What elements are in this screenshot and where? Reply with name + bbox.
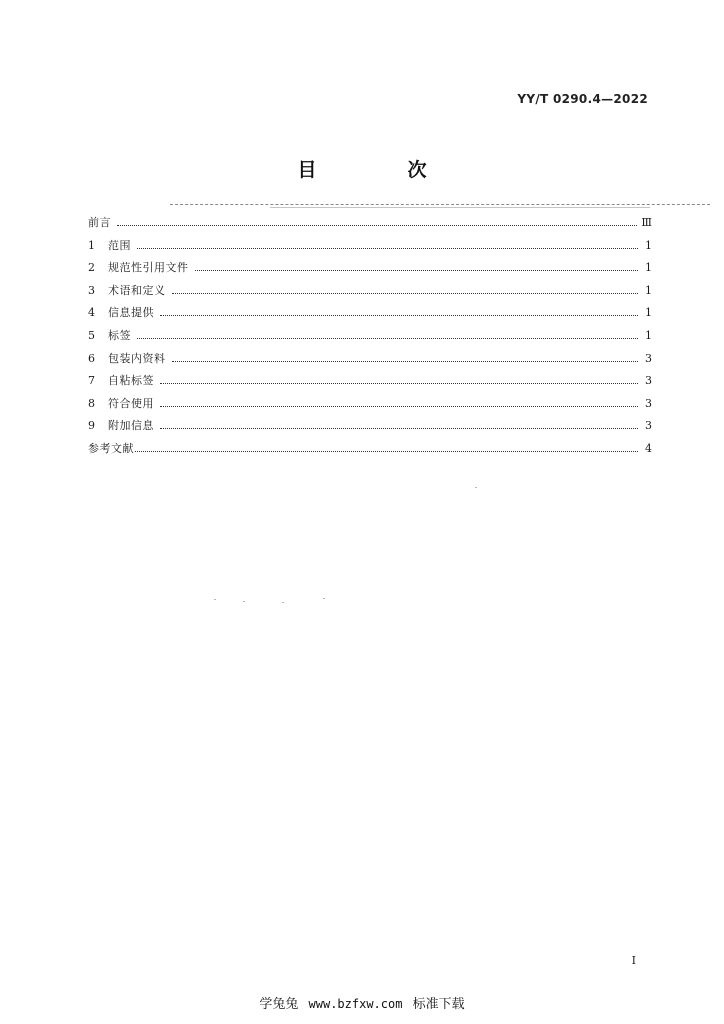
table-of-contents: [88, 214, 652, 463]
toc-entry-page: 1: [645, 306, 652, 320]
toc-entry[interactable]: [88, 440, 652, 463]
toc-entry-page: 1: [645, 261, 652, 275]
toc-entry-page: 3: [645, 396, 652, 410]
toc-dot-leader: [160, 383, 638, 384]
toc-entry-page: 1: [645, 328, 652, 342]
toc-entry-title: 参考文献: [88, 441, 134, 455]
footer-url-link[interactable]: www.bzfxw.com: [308, 997, 403, 1011]
toc-entry-page: Ⅲ: [641, 216, 652, 229]
scan-speck: [282, 602, 284, 603]
toc-entry-page: 3: [645, 419, 652, 433]
toc-entry[interactable]: [88, 395, 652, 418]
toc-dot-leader: [117, 225, 637, 226]
toc-entry-title: 符合使用: [108, 396, 154, 410]
toc-entry-number: 3: [88, 283, 95, 297]
toc-entry-title: 标签: [108, 328, 131, 342]
footer-site-name: 学兔兔: [259, 997, 299, 1012]
toc-entry-number: 8: [88, 396, 95, 410]
toc-entry-title: 前言: [88, 216, 111, 229]
toc-entry[interactable]: [88, 417, 652, 440]
toc-entry-title: 术语和定义: [108, 283, 166, 297]
toc-entry-page: 3: [645, 351, 652, 365]
toc-dot-leader: [160, 315, 638, 316]
toc-entry-title: 规范性引用文件: [108, 261, 189, 275]
toc-dot-leader: [172, 293, 639, 294]
toc-entry[interactable]: [88, 327, 652, 350]
toc-entry-number: 6: [88, 351, 95, 365]
toc-entry[interactable]: [88, 372, 652, 395]
heading-rule: [170, 204, 710, 205]
toc-heading: 目 次: [297, 159, 463, 181]
page-number: I: [631, 954, 636, 967]
toc-entry[interactable]: [88, 304, 652, 327]
scan-speck: [323, 598, 325, 599]
toc-entry-number: 4: [88, 306, 95, 320]
toc-entry-title: 包装内资料: [108, 351, 166, 365]
toc-entry-number: 1: [88, 238, 95, 252]
toc-entry-page: 1: [645, 283, 652, 297]
toc-dot-leader: [135, 451, 638, 452]
toc-entry-page: 1: [645, 238, 652, 252]
toc-entry[interactable]: [88, 237, 652, 260]
toc-dot-leader: [137, 248, 638, 249]
toc-entry[interactable]: [88, 282, 652, 305]
heading-rule-secondary: [270, 207, 650, 208]
toc-entry-page: 3: [645, 374, 652, 388]
toc-entry-title: 附加信息: [108, 419, 154, 433]
footer: [0, 993, 724, 1012]
toc-entry-title: 信息提供: [108, 306, 154, 320]
scan-speck: [475, 487, 477, 488]
toc-entry-number: 2: [88, 261, 95, 275]
toc-entry-number: 9: [88, 419, 95, 433]
toc-entry-title: 范围: [108, 238, 131, 252]
toc-dot-leader: [160, 428, 638, 429]
toc-entry-number: 7: [88, 374, 95, 388]
toc-dot-leader: [195, 270, 639, 271]
scan-speck: [214, 599, 216, 600]
toc-entry[interactable]: [88, 214, 652, 237]
toc-dot-leader: [137, 338, 638, 339]
toc-entry[interactable]: [88, 259, 652, 282]
toc-dot-leader: [172, 361, 639, 362]
standard-code: YY/T 0290.4—2022: [517, 92, 648, 106]
toc-entry-page: 4: [645, 441, 652, 455]
scan-speck: [243, 601, 245, 602]
footer-tagline: 标准下载: [412, 997, 465, 1012]
toc-entry[interactable]: [88, 350, 652, 373]
toc-dot-leader: [160, 406, 638, 407]
toc-entry-title: 自粘标签: [108, 374, 154, 388]
toc-entry-number: 5: [88, 328, 95, 342]
